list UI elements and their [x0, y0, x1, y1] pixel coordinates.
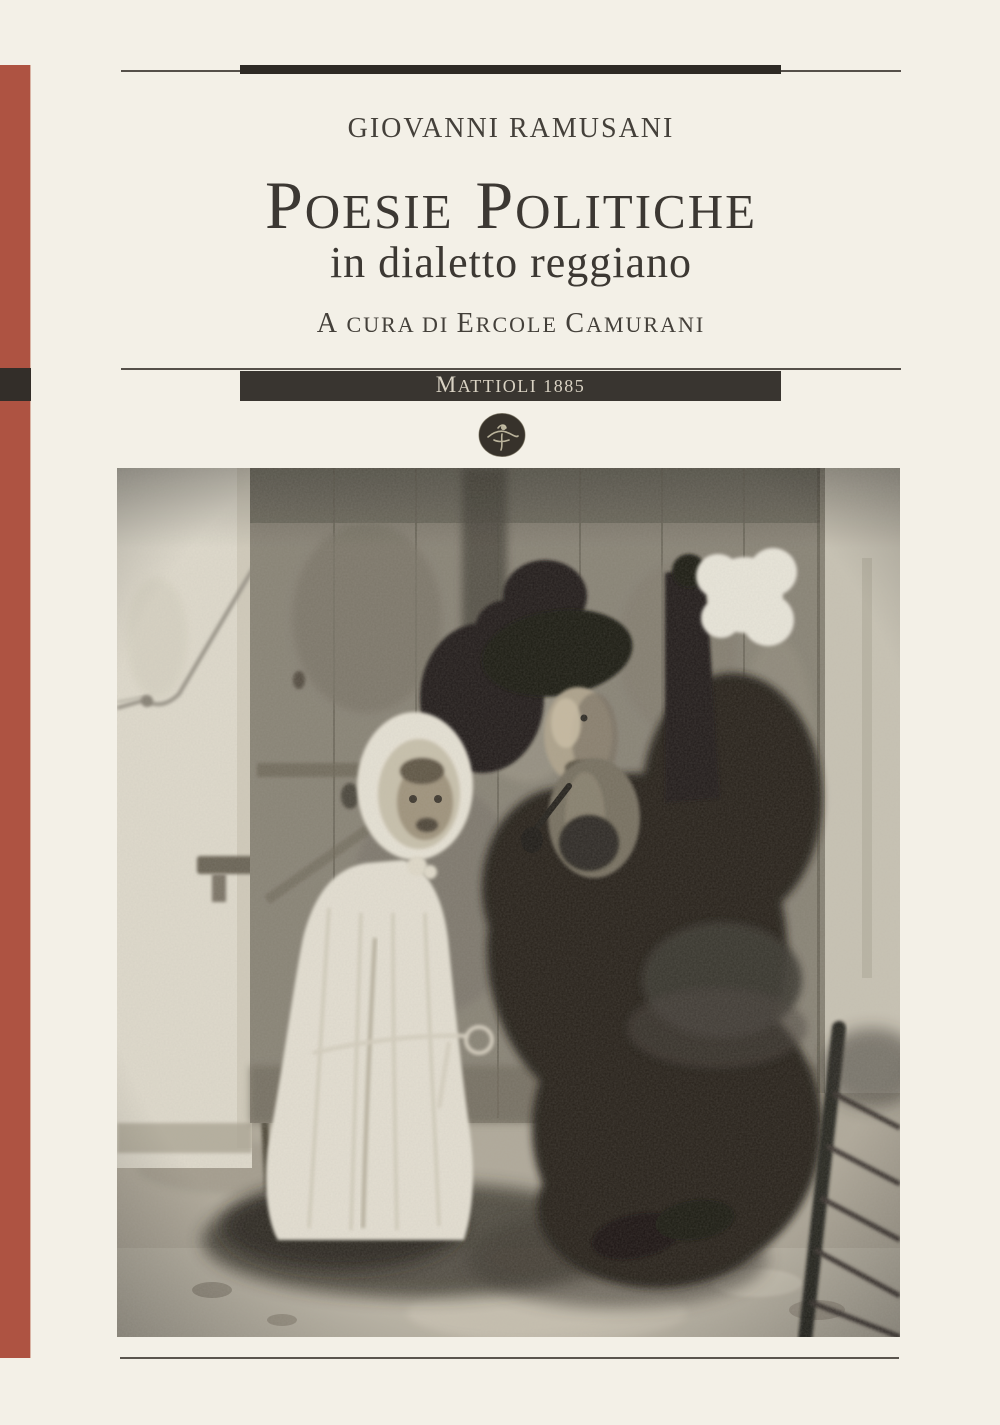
book-title — [121, 167, 901, 243]
band-rule — [121, 368, 901, 370]
publisher-name — [240, 373, 781, 396]
editor-smallcaps-2: RCOLE — [475, 312, 566, 337]
cover-photo — [117, 468, 900, 1337]
editor-initial-a: A — [316, 308, 340, 339]
title-initial-2: P — [475, 167, 516, 243]
publisher-smallcaps: ATTIOLI 1885 — [457, 376, 586, 396]
bottom-rule — [120, 1357, 899, 1359]
publisher-initial: M — [435, 372, 458, 397]
title-initial-1: P — [264, 167, 305, 243]
title-smallcaps-2: OLITICHE — [515, 184, 758, 239]
author-name: GIOVANNI RAMUSANI — [347, 113, 675, 144]
editor-initial-e: E — [456, 308, 476, 339]
book-subtitle: in dialetto reggiano — [329, 238, 693, 287]
title-smallcaps-1: OESIE — [304, 184, 454, 239]
editor-line — [121, 310, 901, 338]
editor-initial-c: C — [565, 308, 587, 339]
editor-smallcaps-1: CURA DI — [339, 312, 457, 337]
photo-grain — [117, 468, 900, 1337]
spine-red-stripe — [0, 65, 31, 1358]
spine-black-mark — [0, 368, 31, 401]
publisher-emblem-icon — [476, 412, 528, 460]
top-thick-bar — [240, 65, 781, 74]
cover-photo-graphic — [117, 468, 900, 1337]
editor-smallcaps-3: AMURANI — [586, 312, 706, 337]
